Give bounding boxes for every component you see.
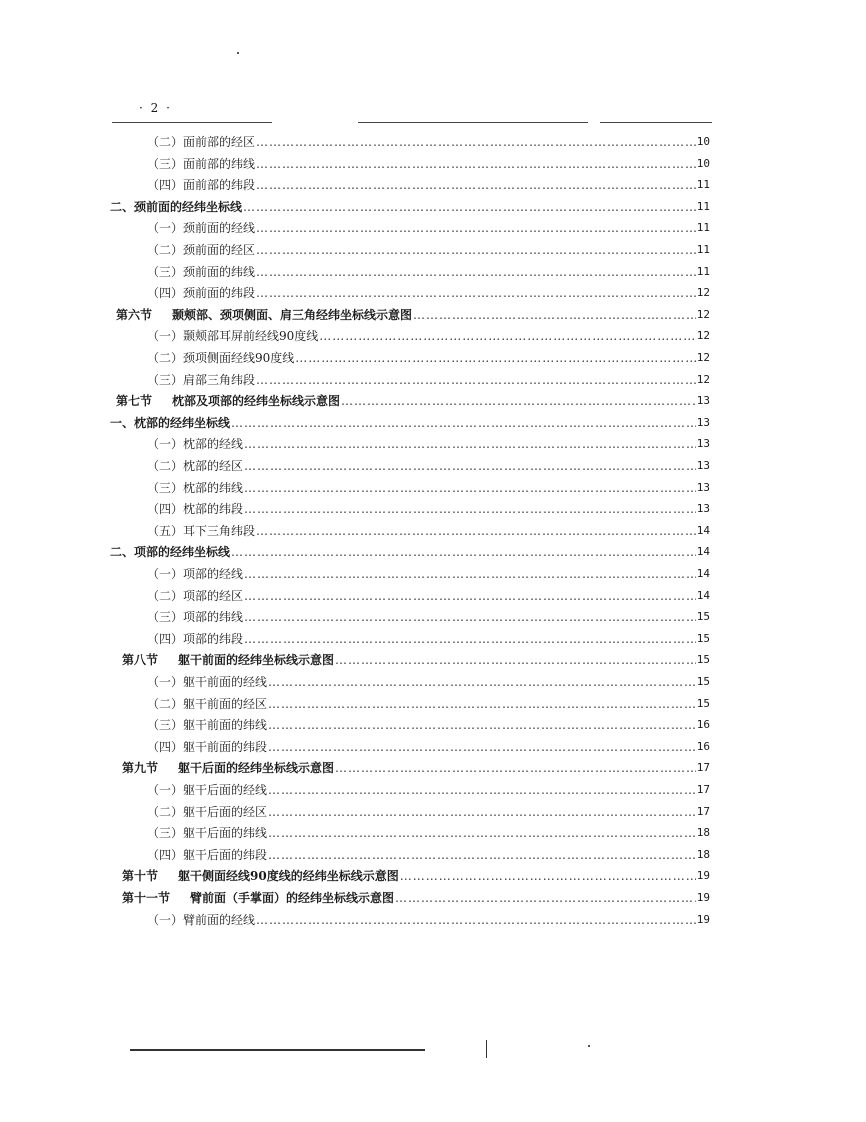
toc-section-number: 第六节 [116,308,153,322]
toc-page-number: 11 [696,178,710,191]
toc-entry-label [147,675,267,689]
toc-page-number: 14 [696,567,710,580]
toc-page-number: 13 [696,502,710,515]
toc-entry-label [147,524,255,538]
toc-entry-label [147,826,267,840]
toc-leader-dots [256,135,696,149]
toc-entry [147,430,710,451]
toc-page-number: 10 [696,135,710,148]
toc-page-number: 17 [696,761,710,774]
toc-entry-label [147,437,243,451]
toc-entry-title: （二）颈项侧面经线90度线 [147,351,295,365]
toc-entry-title: （二）躯干后面的经区 [147,805,268,819]
toc-page-number: 11 [696,200,710,213]
toc-entry [147,279,710,300]
toc-page-number: 13 [696,481,710,494]
toc-entry-title: （一）颈前面的经线 [147,221,256,235]
toc-entry [147,258,710,279]
toc-entry-title: （一）躯干后面的经线 [147,783,268,797]
toc-entry-label [147,265,255,279]
toc-leader-dots [244,589,696,603]
toc-entry-label [147,459,243,473]
toc-leader-dots [244,437,696,451]
toc-entry-title: （三）躯干后面的纬线 [147,826,268,840]
toc-entry [147,690,710,711]
toc-entry [147,819,710,840]
toc-entry [147,841,710,862]
toc-entry [147,150,710,171]
toc-entry-title: （三）项部的纬线 [147,610,244,624]
toc-entry-label [147,221,255,235]
toc-page-number: 15 [696,610,710,623]
toc-leader-dots [256,286,696,300]
toc-entry-title: 躯干侧面经线90度线的经纬坐标线示意图 [178,869,399,883]
toc-entry-label [147,329,318,343]
toc-leader-dots [268,675,696,689]
toc-leader-dots [268,805,696,819]
toc-leader-dots [256,221,696,235]
toc-entry-title: 枕部及项部的经纬坐标线示意图 [172,394,341,408]
scan-speck [588,1045,590,1047]
toc-entry-title: （一）枕部的经线 [147,437,244,451]
toc-entry-label [147,351,294,365]
toc-entry [147,474,710,495]
toc-page-number: 12 [696,351,710,364]
toc-page-number: 12 [696,373,710,386]
toc-entry [147,906,710,927]
toc-entry [147,733,710,754]
toc-entry-label [147,157,255,171]
toc-entry [122,862,710,883]
toc-entry [147,517,710,538]
toc-entry-label [147,610,243,624]
toc-page-number: 13 [696,437,710,450]
toc-entry-label [147,718,267,732]
toc-entry-label [147,178,255,192]
toc-page-number: 11 [696,243,710,256]
toc-section-number: 第十节 [122,869,159,883]
toc-page-number: 12 [696,286,710,299]
toc-entry [147,776,710,797]
toc-page-number: 15 [696,697,710,710]
toc-entry [147,128,710,149]
toc-entry [147,603,710,624]
toc-entry-title: 臂前面（手掌面）的经纬坐标线示意图 [190,891,395,905]
toc-entry-title: （一）颞颊部耳屏前经线90度线 [147,329,319,343]
toc-entry [147,214,710,235]
toc-entry-title: （四）躯干后面的纬段 [147,848,268,862]
toc-entry-title: （三）颈前面的纬线 [147,265,256,279]
toc-entry-title: （四）枕部的纬段 [147,502,244,516]
toc-entry-title: （三）枕部的纬线 [147,481,244,495]
toc-page-number: 19 [696,913,710,926]
toc-entry [147,798,710,819]
toc-leader-dots [244,502,696,516]
toc-entry-title: 颞颊部、颈项侧面、肩三角经纬坐标线示意图 [172,308,413,322]
toc-leader-dots [413,308,696,322]
toc-leader-dots [256,243,696,257]
toc-entry-label [147,243,255,257]
toc-page-number: 13 [696,416,710,429]
toc-leader-dots [244,481,696,495]
toc-entry [122,884,710,905]
toc-leader-dots [256,913,696,927]
toc-page-number: 15 [696,632,710,645]
toc-page-number: 14 [696,524,710,537]
toc-page-number: 19 [696,891,710,904]
toc-entry-label [147,135,255,149]
toc-entry-title: （三）肩部三角纬段 [147,373,256,387]
toc-entry-title: （二）颈前面的经区 [147,243,256,257]
toc-page-number: 18 [696,848,710,861]
toc-entry-title: 二、项部的经纬坐标线 [110,545,231,559]
toc-entry [147,560,710,581]
toc-entry-title: （四）面前部的纬段 [147,178,256,192]
toc-entry-title: （二）躯干前面的经区 [147,697,268,711]
toc-leader-dots [400,869,696,883]
toc-entry-label [122,761,334,775]
toc-entry-label [147,567,243,581]
toc-leader-dots [268,826,696,840]
toc-entry [116,301,710,322]
toc-entry-title: （五）耳下三角纬段 [147,524,256,538]
toc-entry [147,668,710,689]
toc-entry [147,322,710,343]
toc-leader-dots [268,783,696,797]
toc-page-number: 11 [696,221,710,234]
toc-entry-label [110,200,242,214]
toc-leader-dots [268,848,696,862]
toc-entry-title: （四）颈前面的纬段 [147,286,256,300]
toc-entry-label [147,373,255,387]
toc-entry-label [147,697,267,711]
toc-leader-dots [243,200,696,214]
toc-section-number: 第七节 [116,394,153,408]
toc-entry-title: （一）项部的经线 [147,567,244,581]
toc-leader-dots [319,329,695,343]
toc-leader-dots [295,351,695,365]
toc-entry-title: （二）面前部的经区 [147,135,256,149]
toc-leader-dots [244,632,696,646]
header-rule [358,122,588,123]
toc-leader-dots [244,610,696,624]
toc-page-number: 11 [696,265,710,278]
toc-leader-dots [256,178,696,192]
toc-page-number: 16 [696,740,710,753]
toc-page-number: 18 [696,826,710,839]
toc-page-number: 10 [696,157,710,170]
toc-leader-dots [268,718,696,732]
toc-entry-label [147,481,243,495]
toc-entry [147,711,710,732]
toc-entry-title: （一）躯干前面的经线 [147,675,268,689]
toc-entry-label [147,740,267,754]
toc-entry-label [116,394,340,408]
toc-entry-title: 躯干前面的经纬坐标线示意图 [178,653,335,667]
toc-entry-label [147,783,267,797]
page-number: · 2 · [139,101,172,115]
toc-entry [147,582,710,603]
toc-page-number: 16 [696,718,710,731]
toc-entry [116,387,710,408]
footer-tick [486,1040,487,1058]
toc-page-number: 19 [696,869,710,882]
toc-entry [147,366,710,387]
toc-entry-title: （二）项部的经区 [147,589,244,603]
footer-rule [130,1049,425,1051]
toc-page-number: 15 [696,653,710,666]
toc-leader-dots [256,157,696,171]
toc-entry [110,409,710,430]
toc-entry-label [147,632,243,646]
toc-page-number: 13 [696,394,710,407]
toc-entry [147,171,710,192]
scan-speck [237,52,239,54]
toc-entry-title: （三）躯干前面的纬线 [147,718,268,732]
toc-entry-label [122,869,399,883]
toc-entry-title: （一）臂前面的经线 [147,913,256,927]
toc-leader-dots [341,394,696,408]
toc-entry [147,452,710,473]
toc-page-number: 13 [696,459,710,472]
toc-entry-title: （四）项部的纬段 [147,632,244,646]
toc-entry-label [147,848,267,862]
toc-entry [147,236,710,257]
toc-entry-label [147,589,243,603]
toc-entry-label [116,308,412,322]
toc-entry-label [122,653,334,667]
toc-entry-title: （四）躯干前面的纬段 [147,740,268,754]
toc-leader-dots [244,459,696,473]
toc-entry-title: 二、颈前面的经纬坐标线 [110,200,243,214]
toc-leader-dots [256,373,696,387]
toc-page-number: 14 [696,545,710,558]
toc-entry-title: （二）枕部的经区 [147,459,244,473]
header-rule [112,122,272,123]
toc-entry [110,193,710,214]
toc-entry [147,344,710,365]
toc-page-number: 14 [696,589,710,602]
toc-leader-dots [395,891,696,905]
toc-entry-title: （三）面前部的纬线 [147,157,256,171]
toc-entry [147,625,710,646]
toc-entry-label [147,805,267,819]
toc-entry [147,495,710,516]
toc-page-number: 12 [696,329,710,342]
toc-leader-dots [335,761,696,775]
toc-section-number: 第八节 [122,653,159,667]
toc-entry-label [110,545,230,559]
toc-entry-label [122,891,394,905]
toc-entry [110,538,710,559]
toc-entry [122,754,710,775]
header-rule [600,122,712,123]
toc-leader-dots [231,545,696,559]
toc-entry [122,646,710,667]
toc-section-number: 第九节 [122,761,159,775]
toc-section-number: 第十一节 [122,891,171,905]
toc-entry-label [147,502,243,516]
toc-leader-dots [335,653,696,667]
toc-leader-dots [244,567,696,581]
toc-entry-title: 一、枕部的经纬坐标线 [110,416,231,430]
toc-page-number: 12 [696,308,710,321]
toc-page-number: 17 [696,783,710,796]
toc-entry-label [147,913,255,927]
toc-leader-dots [231,416,696,430]
toc-leader-dots [268,697,696,711]
toc-entry-label [110,416,230,430]
toc-leader-dots [256,524,696,538]
toc-entry-label [147,286,255,300]
toc-leader-dots [256,265,696,279]
toc-leader-dots [268,740,696,754]
toc-page-number: 17 [696,805,710,818]
toc-page-number: 15 [696,675,710,688]
toc-entry-title: 躯干后面的经纬坐标线示意图 [178,761,335,775]
